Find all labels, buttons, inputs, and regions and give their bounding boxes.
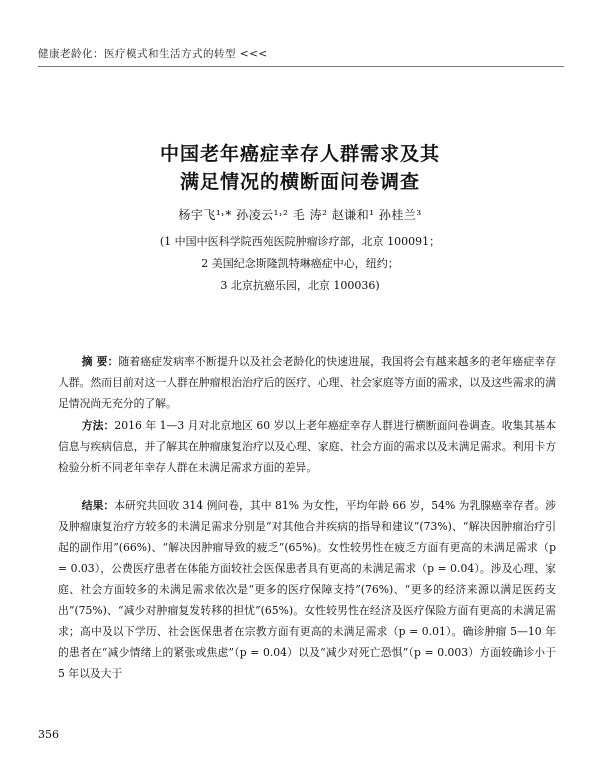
result-text: 本研究共回收 314 例问卷，其中 81% 为女性，平均年龄 66 岁，54% 为乳腺癌幸存者。涉及肿瘤康复治疗方较多的未满足需求分别是“对其他合并疾病的指导和建议”(73%)、“解决因肿瘤治疗引起的副作用”(66%)、“解决因肿瘤导致的疲乏”(65%)。女性较男性在疲乏方面有更高的未满足需求（p = 0.03），公费医疗患者在体能方面较社会医保患者具有更高的未满足需求（p = 0.04）。涉及心理、家庭、社会方面较多的未满足需求依次是“更多的医疗保障支持”(76%)、“更多的经济来源以满足医药支出”(75%)、“减少对肿瘤复发转移的担忧”(65%)。女性较男性在经济及医疗保险方面有更高的未满足需求；高中及以下学历、社会医保患者在宗教方面有更高的未满足需求（p = 0.01）。确诊肿瘤 5—10 年的患者在“减少情绪上的紧张或焦虑”（p = 0.04）以及“减少对死亡恐惧”（p = 0.003）方面较确诊小于 5 年以及大于 <box>58 499 556 680</box>
author-list: 杨宇飞¹˒* 孙凌云¹˒² 毛 涛² 赵谦和¹ 孙桂兰³ <box>178 208 422 222</box>
result-paragraph <box>58 495 556 684</box>
affiliation-1: (1 中国中医科学院西苑医院肿瘤诊疗部，北京 100091； <box>159 235 441 248</box>
result-label: 结果： <box>81 499 115 512</box>
affiliation-2: 2 美国纪念斯隆凯特琳癌症中心，纽约； <box>201 257 399 270</box>
abstract-label: 摘 要： <box>81 355 119 368</box>
page-number: 356 <box>38 728 59 741</box>
method-label: 方法： <box>81 419 115 432</box>
abstract-text: 随着癌症发病率不断提升以及社会老龄化的快速进展，我国将会有越来越多的老年癌症幸存人群。然而目前对这一人群在肿瘤根治治疗后的医疗、心理、社会家庭等方面的需求，以及这些需求的满足情况尚无充分的了解。 <box>58 355 556 410</box>
article-title-line-2: 满足情况的横断面问卷调查 <box>179 171 420 193</box>
header-divider <box>38 66 564 67</box>
affiliation-3: 3 北京抗癌乐园，北京 100036) <box>220 279 380 292</box>
method-paragraph <box>58 415 556 478</box>
abstract-paragraph <box>58 351 556 414</box>
article-title-line-1: 中国老年癌症幸存人群需求及其 <box>159 143 440 165</box>
method-text: 2016 年 1—3 月对北京地区 60 岁以上老年癌症幸存人群进行横断面问卷调查。收集其基本信息与疾病信息，并了解其在肿瘤康复治疗以及心理、家庭、社会方面的需求以及未满足需求。利用卡方检验分析不同老年幸存人群在未满足需求方面的差异。 <box>58 419 556 474</box>
running-head: 健康老龄化：医疗模式和生活方式的转型 <<< <box>38 48 268 60</box>
